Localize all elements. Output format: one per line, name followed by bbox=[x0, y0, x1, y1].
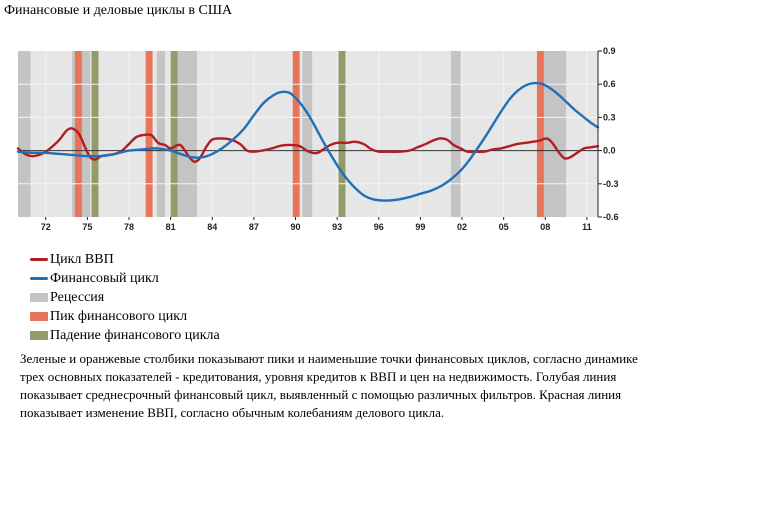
band-Рецессия bbox=[451, 51, 461, 217]
chart-title: Финансовые и деловые циклы в США bbox=[4, 3, 233, 18]
legend-item bbox=[30, 269, 220, 288]
x-tick-label: 72 bbox=[40, 222, 51, 232]
y-tick-label: 0.9 bbox=[603, 46, 616, 56]
x-tick-label: 05 bbox=[498, 222, 509, 232]
band-Пик финансового цикл bbox=[537, 51, 544, 217]
band-Падение финансового цикла bbox=[171, 51, 178, 217]
x-tick-label: 84 bbox=[207, 222, 218, 232]
band-Падение финансового цикла bbox=[339, 51, 346, 217]
legend-item bbox=[30, 288, 220, 307]
legend-label: Падение финансового цикла bbox=[50, 327, 220, 343]
band-Рецессия bbox=[178, 51, 197, 217]
band-Рецессия bbox=[302, 51, 312, 217]
legend-item bbox=[30, 250, 220, 269]
legend-box-swatch bbox=[30, 312, 48, 321]
chart-note: Зеленые и оранжевые столбики показывают пики и наименьшие точки финансовых циклов, согласно динамике трех основных показателей - кредитования, уровня кредитов к ВВП и цен на недвижимость. Голубая линия показывает среднесрочный финансовый цикл, выявленный с помощью различных фильтров. Красная линия показывает изменение ВВП, согласно обычным колебаниям делового цикла. bbox=[20, 351, 638, 420]
x-tick-label: 11 bbox=[582, 222, 592, 232]
legend bbox=[30, 250, 220, 345]
legend-box-swatch bbox=[30, 331, 48, 340]
x-tick-label: 96 bbox=[373, 222, 384, 232]
x-tick-label: 87 bbox=[248, 222, 259, 232]
x-tick-label: 93 bbox=[332, 222, 343, 232]
y-tick-label: 0.0 bbox=[603, 145, 616, 156]
x-tick-label: 78 bbox=[123, 222, 135, 232]
legend-label: Цикл ВВП bbox=[50, 251, 114, 267]
legend-label: Рецессия bbox=[50, 289, 105, 305]
x-tick-label: 08 bbox=[540, 222, 551, 232]
x-tick-label: 90 bbox=[290, 222, 301, 232]
band-Пик финансового цикл bbox=[293, 51, 300, 217]
x-tick-label: 81 bbox=[165, 222, 176, 232]
legend-label: Финансовый цикл bbox=[50, 270, 159, 286]
legend-item bbox=[30, 307, 220, 326]
y-tick-label: 0.6 bbox=[603, 79, 616, 90]
x-tick-label: 75 bbox=[82, 222, 93, 232]
band-Рецессия bbox=[544, 51, 566, 217]
x-tick-label: 99 bbox=[415, 222, 426, 232]
band-Рецессия bbox=[157, 51, 165, 217]
x-tick-label: 02 bbox=[457, 222, 468, 232]
legend-line-swatch bbox=[30, 258, 48, 261]
legend-label: Пик финансового цикл bbox=[50, 308, 188, 324]
legend-line-swatch bbox=[30, 277, 48, 280]
band-Рецессия bbox=[18, 51, 30, 217]
legend-item bbox=[30, 326, 220, 345]
y-tick-label: 0.3 bbox=[603, 112, 616, 123]
legend-box-swatch bbox=[30, 293, 48, 302]
cycles-chart bbox=[0, 0, 640, 245]
y-tick-label: -0.6 bbox=[603, 212, 619, 222]
y-tick-label: -0.3 bbox=[603, 178, 619, 189]
band-Падение финансового цикла bbox=[92, 51, 99, 217]
